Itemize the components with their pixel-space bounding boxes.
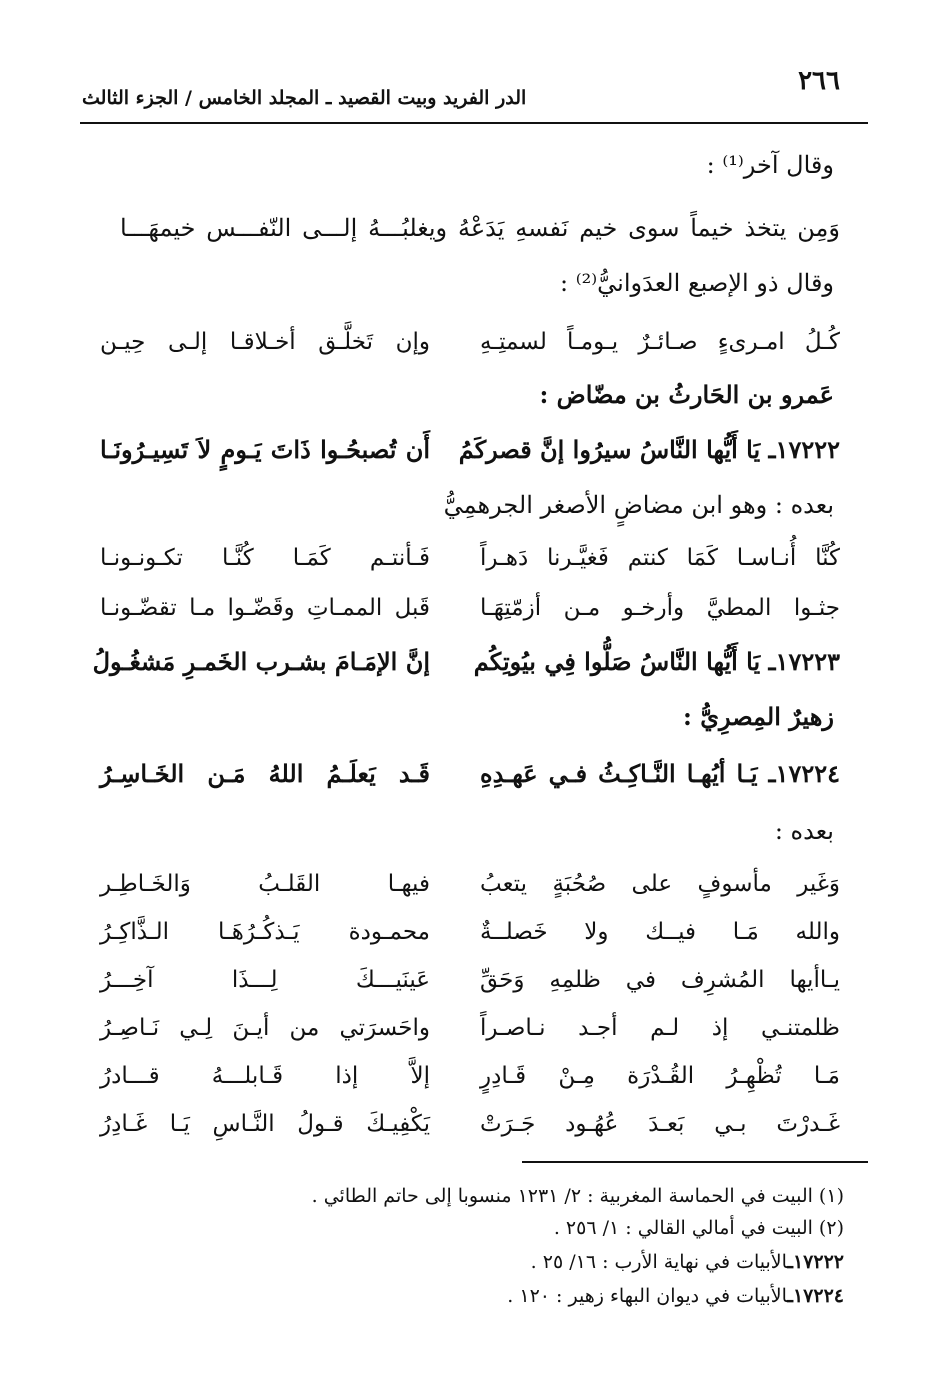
hemistich-second: إنَّ الإمَـامَ بشـرب الخَمـرِ مَشغُـولُ bbox=[92, 647, 430, 676]
couplet-7 bbox=[100, 1008, 840, 1048]
hemistich-second: يَكْفِيـكَ قـولُ النَّـاسِ يَـا غَـادِرُ bbox=[100, 1111, 430, 1137]
poet-heading-1: عَمرو بن الحَارثُ بن مضّاض : bbox=[539, 380, 834, 409]
entry-17222 bbox=[100, 430, 840, 470]
footnote-4 bbox=[507, 1284, 844, 1308]
hemistich-second: فَـأنتـم كَمَـا كُنَّـا تكـونـونـا bbox=[100, 545, 430, 571]
hemistich-first bbox=[480, 754, 840, 794]
couplet-4 bbox=[100, 864, 840, 904]
hemistich-first: ظلمتنـي إذ لـم أجـد نـاصـراً bbox=[480, 1015, 840, 1041]
couplet-3 bbox=[100, 588, 840, 628]
entry-number: ١٧٢٢٢ـ bbox=[768, 435, 840, 464]
hemistich-first: والله مَـا فيــك ولا خَصلــةٌ bbox=[480, 919, 840, 945]
hemistich-first bbox=[473, 642, 840, 682]
page-number: ٢٦٦ bbox=[798, 66, 840, 96]
hemistich-first: كُـلُ امـرىءٍ صـائـرٌ يـومـاً لسمتِـهِ bbox=[480, 329, 840, 355]
after-note-2: بعده : bbox=[774, 817, 834, 845]
hemistich-text: يَا أَيُّها النَّاسُ سيرُوا إنَّ قصركَمُ bbox=[458, 435, 761, 464]
verse-single-1: وَمِن يتخذ خيماً سوى خيم نَفسهِ يَدَعْهُ ويغلبُـــهُ إلـــى النّفـــس خيمهَـــا bbox=[120, 214, 840, 242]
footnote-entry-number: ١٧٢٢٢ـ bbox=[787, 1251, 844, 1273]
poet-heading-2: زهيرٌ المِصرِيُّ : bbox=[683, 702, 834, 731]
hemistich-second: إلاَّ إذا قَـابلـــهُ قـــادرُ bbox=[100, 1063, 430, 1089]
entry-number: ١٧٢٢٣ـ bbox=[768, 647, 840, 676]
footnote-rule bbox=[522, 1161, 868, 1163]
running-title: الدر الفريد وبيت القصيد ـ المجلد الخامس / الجزء الثالث bbox=[82, 87, 527, 109]
footnote-2: (٢) البيت في أمالي القالي : ١/ ٢٥٦ . bbox=[553, 1217, 844, 1239]
hemistich-first: كُنَّا أُنـاسـا كَمَا كنتم فَغيَّـرنا دَهـراً bbox=[480, 545, 840, 571]
hemistich-first bbox=[458, 430, 840, 470]
hemistich-first: جثـوا المطيَّ وأرخـو مـن أزمّتِهَـا bbox=[480, 595, 840, 621]
footnote-text: الأبيات في ديوان البهاء زهير : ١٢٠ . bbox=[507, 1285, 788, 1307]
entry-17224 bbox=[100, 754, 840, 794]
footnote-3 bbox=[531, 1250, 844, 1274]
couplet-6 bbox=[100, 960, 840, 1000]
intro-line-2: وقال ذو الإصبع العدَوانيُّ⁽²⁾ : bbox=[560, 269, 834, 297]
hemistich-first: مَـا تُظْهِـرُ القُـدْرَة مِـنْ قَـادِرٍ bbox=[480, 1063, 840, 1089]
after-note-1: بعده : وهو ابن مضاضٍ الأصغر الجرهمِيُّ bbox=[443, 491, 834, 519]
hemistich-second: وإن تَخلَّـق أخـلاقـا إلـى حِيـن bbox=[100, 329, 430, 355]
hemistich-second: قَبل الممـاتِ وقَضّـوا مـا تقضّـونـا bbox=[100, 595, 430, 621]
hemistich-first: يـاأيها المُشرِف في ظلمِهِ وَحَقِّ bbox=[480, 967, 840, 993]
entry-number: ١٧٢٢٤ـ bbox=[768, 759, 840, 788]
entry-17223 bbox=[92, 642, 840, 682]
intro-line-1: وقال آخر⁽¹⁾ : bbox=[706, 151, 834, 179]
couplet-5 bbox=[100, 912, 840, 952]
hemistich-second: أَن تُصبحُـوا ذَاتَ يَـومٍ لاَ تَسِيـرُونَـا bbox=[100, 435, 430, 464]
hemistich-first: غَـدرْتَ بـي بَعـدَ عُهُـود جَـرَتْ bbox=[480, 1111, 840, 1137]
couplet-1 bbox=[100, 322, 840, 362]
hemistich-text: يَـا أيُهـا النَّـاكِـثُ فـي عَهـدِهِ bbox=[480, 759, 758, 788]
hemistich-text: يَا أَيُّها النَّاسُ صَلُّوا فِي بيُوتِكُم bbox=[473, 647, 761, 676]
couplet-2 bbox=[100, 538, 840, 578]
footnote-entry-number: ١٧٢٢٤ـ bbox=[787, 1285, 844, 1307]
hemistich-second: محمـودة يَـذكُـرُهَـا الـذَّاكِـرُ bbox=[100, 919, 430, 945]
hemistich-second: واحَسرَتي من أيـنَ لِـي نَـاصِـرُ bbox=[100, 1015, 430, 1041]
couplet-9 bbox=[100, 1104, 840, 1144]
hemistich-first: وَغَير مأسوفٍ على صُحُبَةٍ يتعبُ bbox=[480, 871, 840, 897]
hemistich-second: قَـد يَعلَـمُ اللهُ مَـن الخَـاسِـرُ bbox=[100, 759, 430, 788]
hemistich-second: عَينَيـــكَ لِـــذَا آخِـــرُ bbox=[100, 967, 430, 993]
hemistich-second: فيهـا القَلـبُ وَالخَـاطِـر bbox=[100, 871, 430, 897]
header-rule bbox=[80, 122, 868, 124]
couplet-8 bbox=[100, 1056, 840, 1096]
footnote-text: الأبيات في نهاية الأرب : ١٦/ ٢٥ . bbox=[530, 1251, 788, 1273]
footnote-1: (١) البيت في الحماسة المغربية : ٢/ ١٢٣١ منسوبا إلى حاتم الطائي . bbox=[311, 1185, 844, 1207]
